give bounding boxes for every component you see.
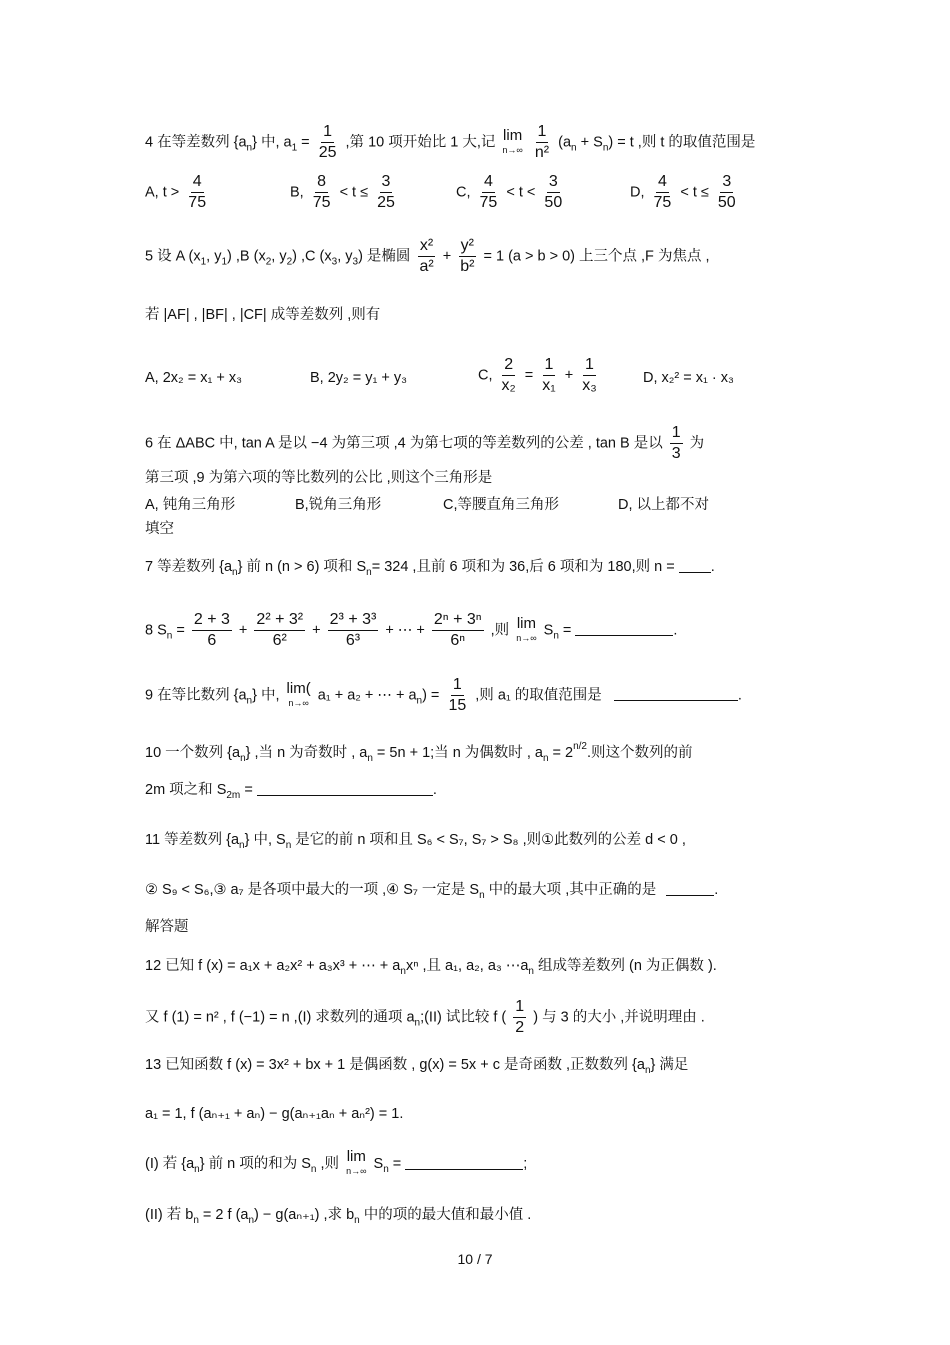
q12-stem: 12 已知 f (x) = a₁x + a₂x² + a₃x³ + ⋯ + $a_nx^n$ ,且 a₁, a₂, a₃ $\cdots a_n$ 组成等差数列 (n 为正偶数 ). [145,958,717,977]
answer-blank [679,558,711,573]
limit-symbol: lim n→∞ [502,126,523,155]
q13-condition: a₁ = 1, f (aₙ₊₁ + aₙ) − g(aₙ₊₁aₙ + aₙ²) = 1. [145,1106,404,1122]
ellipse-frac-y: $\frac{\text{y²}}{\text{b²}}$ [460,237,475,275]
q6-stem: 6 在 ΔABC 中, tan A 是以 −4 为第三项 ,4 为第七项的等差数列的公差 , tan B 是以 $\frac{1}{3}$ 为 [145,424,705,462]
q13-part-1: (I) 若 $\{a_n\}$ 前 n 项的和为 $S_n$ ,则 lim n→∞ $S_n$ = ; [145,1148,528,1176]
q11-stem: 11 等差数列 $\{a_n\}$ 中, $S_n$ 是它的前 n 项和且 S₆ < S₇, S₇ > S₈ ,则①此数列的公差 d < 0 , [145,832,686,851]
q4-option-d: D, $\frac{4}{75}$ < t ≤ $\frac{3}{50}$ [630,173,736,211]
q4-option-b: B, $\frac{8}{75}$ < t ≤ $\frac{3}{25}$ [290,173,395,211]
q6-option-a: A, 钝角三角形 [145,497,236,513]
q5-condition: 若 |AF| , |BF| , |CF| 成等差数列 ,则有 [145,307,381,323]
q6-option-b: B,锐角三角形 [295,497,382,513]
q4-option-a: A, t > $\frac{4}{75}$ [145,173,207,211]
q9-stem: 9 在等比数列 $\{a_n\}$ 中, lim( n→∞ a₁ + a₂ + ⋯ + $a_n$) = $\frac{1}{15}$ ,则 a₁ 的取值范围是 . [145,676,742,714]
q5-option-a: A, 2x₂ = x₁ + x₃ [145,370,243,386]
q7-stem: 7 等差数列 $\{a_n\}$ 前 n (n > 6) 项和 $S_n= 324$ ,且前 6 项和为 36,后 6 项和为 180,则 n = . [145,559,715,578]
q13-stem: 13 已知函数 f (x) = 3x² + bx + 1 是偶函数 , g(x) = 5x + c 是奇函数 ,正数数列 $\{a_n\}$ 满足 [145,1057,689,1076]
ellipse-frac-x: $\frac{\text{x²}}{\text{a²}}$ [419,237,434,275]
q10-stem-line2: 2m 项之和 $S_{2m}$ = . [145,782,437,801]
q5-option-c: C, $\frac{2}{\text{x₂}}$ = $\frac{1}{\text{x₁}}$ + $\frac{1}{\text{x₃}}$ [478,356,597,394]
q4-frac-n2: $\frac{1}{\text{n²}}$ [534,123,550,161]
q6-option-d: D, 以上都不对 [618,497,710,513]
q6-stem-line2: 第三项 ,9 为第六项的等比数列的公比 ,则这个三角形是 [145,470,493,486]
answer-blank [405,1155,523,1170]
answer-blank [666,881,714,896]
limit-symbol: lim n→∞ [346,1148,367,1176]
answer-blank [257,781,433,796]
q4-frac-a1: $\frac{1}{25}$ [318,123,337,161]
q4-option-c: C, $\frac{4}{75}$ < t < $\frac{3}{50}$ [456,173,563,211]
q5-option-d: D, x₂² = x₁ · x₃ [643,370,734,386]
q11-stem-line2: ② S₉ < S₆,③ a₇ 是各项中最大的一项 ,④ S₇ 一定是 $S_n$ 中的最大项 ,其中正确的是 . [145,882,719,901]
limit-symbol: lim( n→∞ [286,679,311,708]
limit-symbol: lim n→∞ [516,614,537,643]
q10-stem: 10 一个数列 $\{a_n\}$ ,当 n 为奇数时 , $a_n = 5n + 1$;当 n 为偶数时 , $a_n = 2^{n/2}$.则这个数列的前 [145,741,693,764]
q4-stem: 4 在等差数列 $\{a_n\}$ 中, $a_1$ = $\frac{1}{25}$ ,第 10 项开始比 1 大,记 lim n→∞ $\frac{1}{\text{n²}}$ $(a_n + S_n) = t$ ,则 t 的取值范围是 [145,123,756,161]
page-number: 10 / 7 [457,1251,493,1267]
q5-option-b: B, 2y₂ = y₁ + y₃ [310,370,408,386]
q6-option-c: C,等腰直角三角形 [443,497,559,513]
section-heading-fill-in: 填空 [145,521,174,537]
section-heading-solve: 解答题 [145,919,189,935]
q5-stem: 5 设 A ($x_1$, $y_1$) ,B ($x_2$, $y_2$) ,C ($x_3$, $y_3$) 是椭圆 $\frac{\text{x²}}{\text{a²}}$ + $\frac{\text{y²}}{\text{b²}}$ = 1 (a > b > 0) 上三个点 ,F 为焦点 , [145,237,710,275]
answer-blank [575,621,673,636]
q13-part-2: (II) 若 $b_n = 2$ f $(a_n) - g(a_{n+1})$ ,求 $b_n$ 中的项的最大值和最小值 . [145,1207,532,1226]
q12-stem-line2: 又 f (1) = n² , f (−1) = n ,(I) 求数列的通项 $a_n;(II)$ 试比较 f ( $\frac{1}{2}$ ) 与 3 的大小 ,并说明理由 . [145,998,705,1036]
answer-blank [614,686,738,701]
q8-stem: 8 $S_n$ = $\frac{2 + 3}{6}$ + $\frac{\text{2² + 3²}}{\text{6²}}$ + $\frac{\text{2³ + 3³}}{\text{6³}}$ + ⋯ + $\frac{\text{2ⁿ + 3ⁿ}}{\text{6ⁿ}}$ ,则 lim n→∞ $S_n$ = . [145,611,678,649]
